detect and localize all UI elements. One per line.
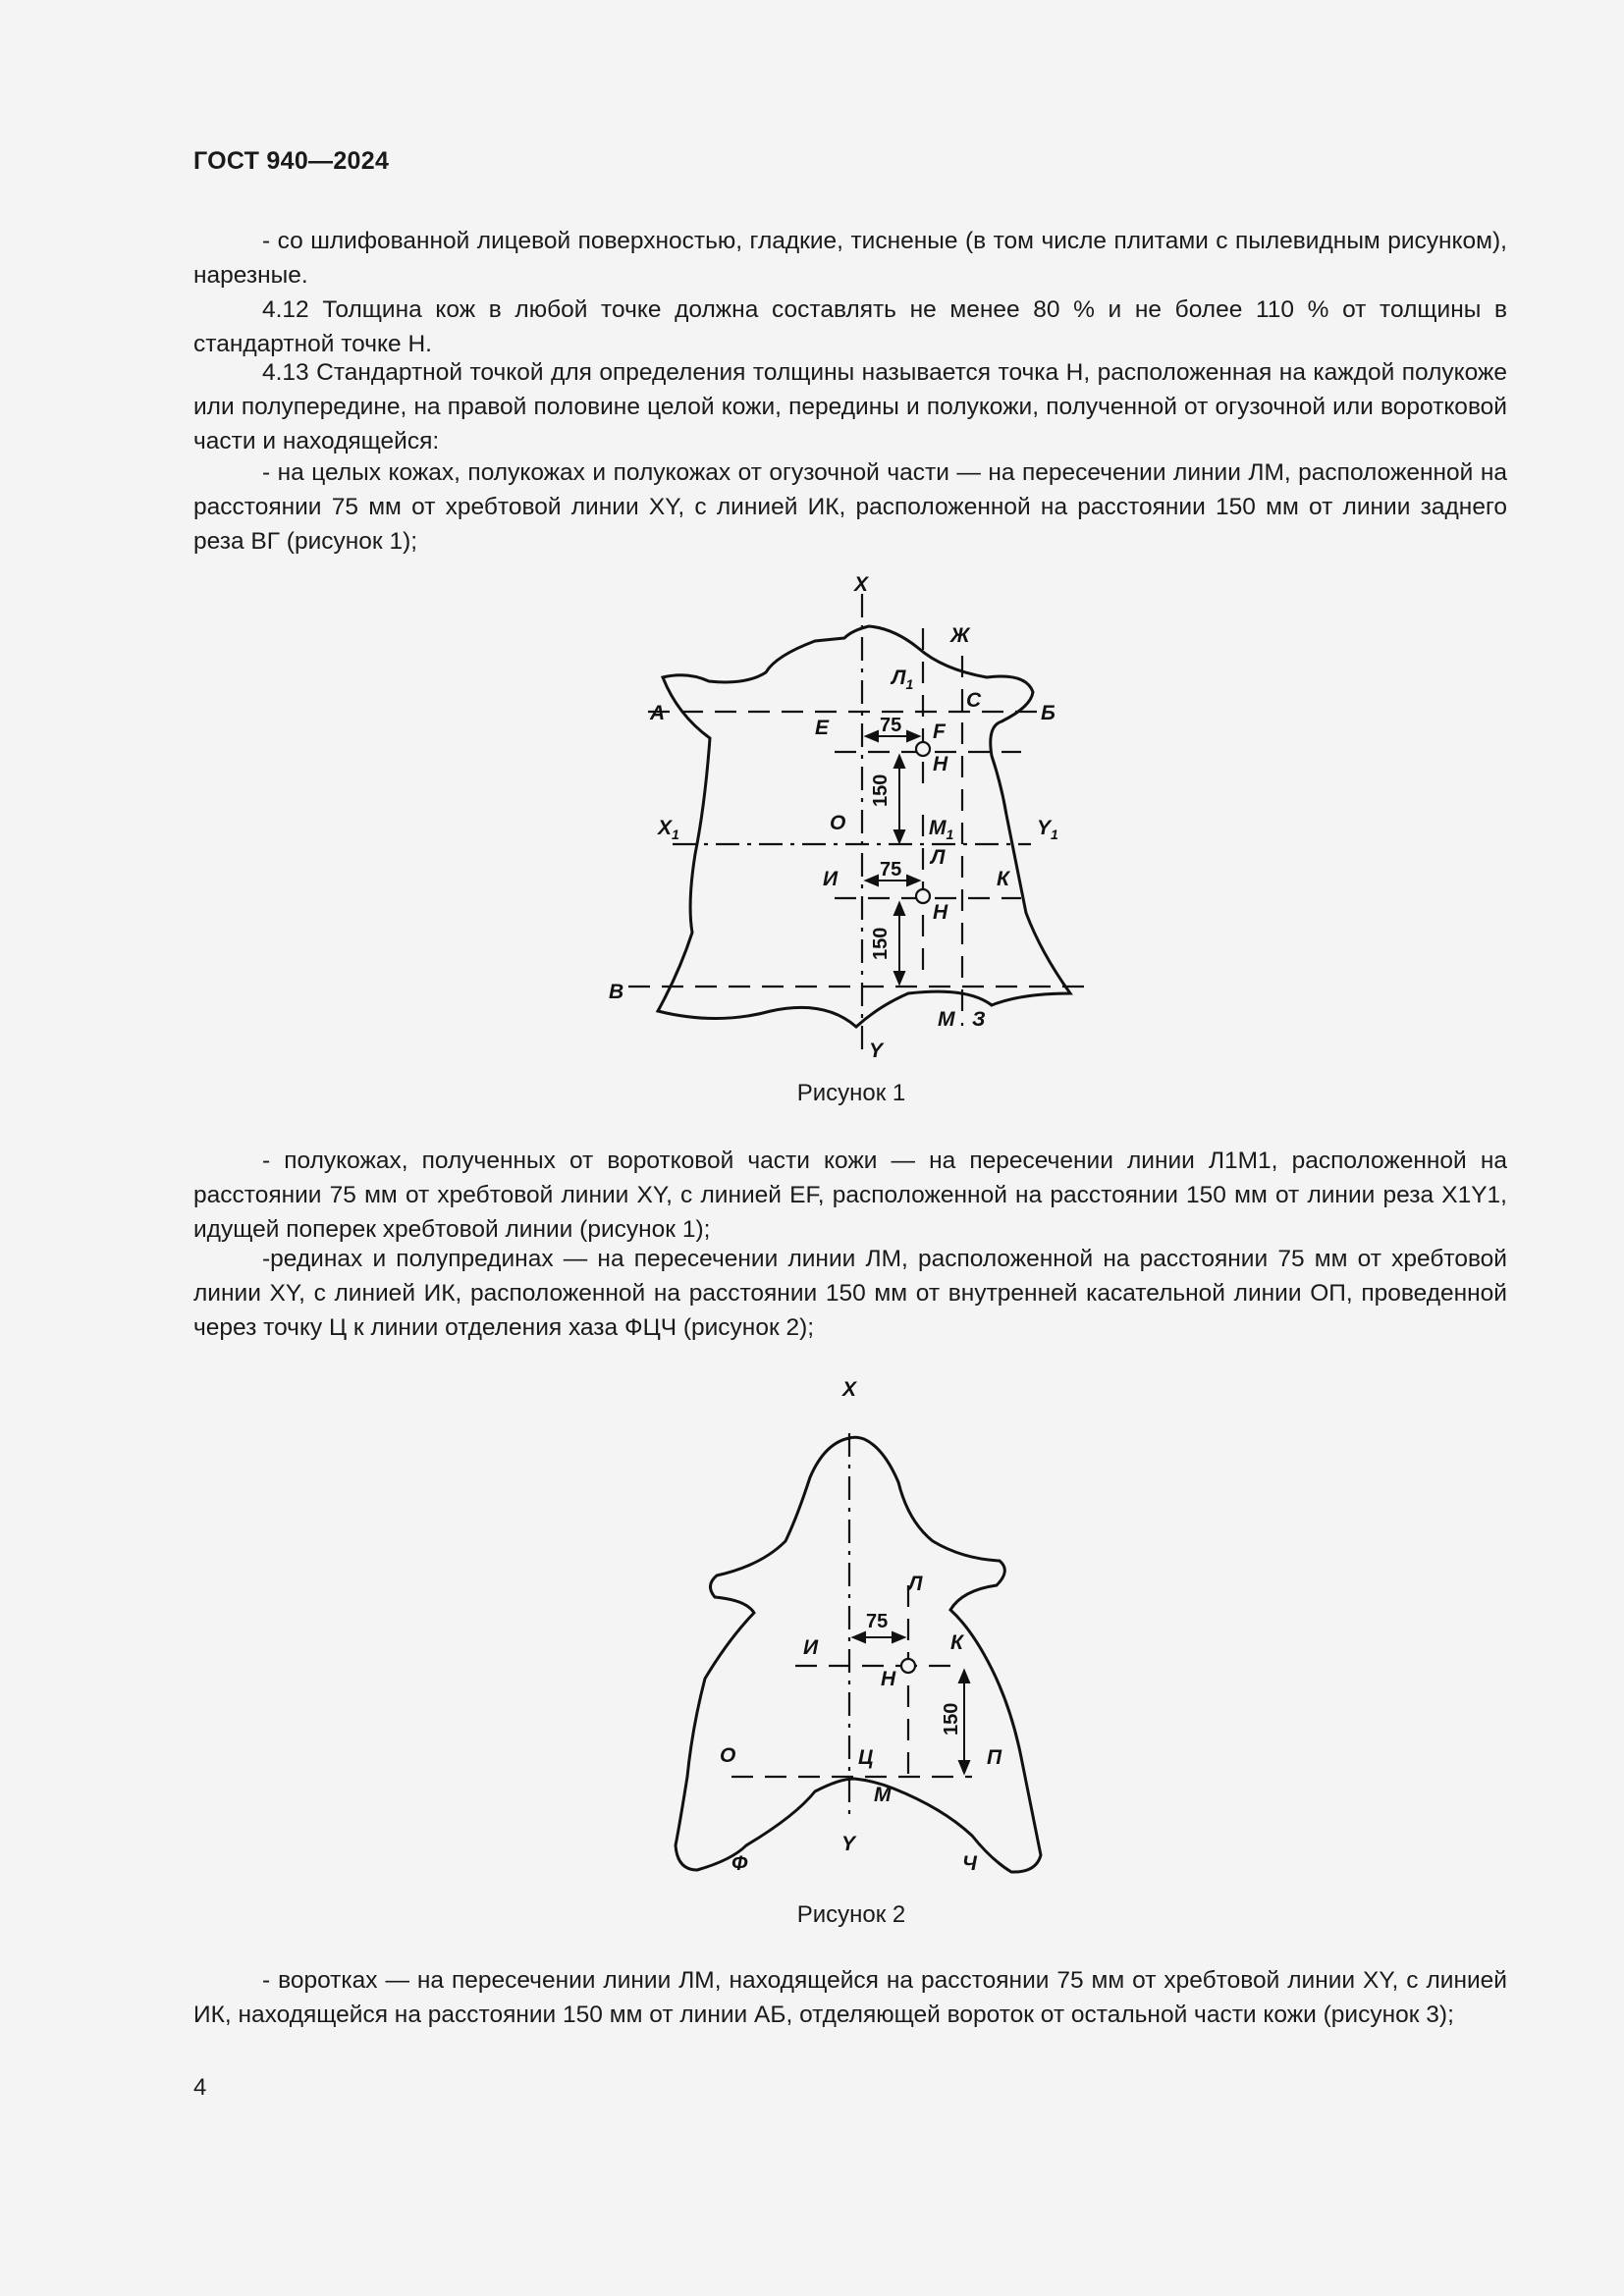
dim-75-lower: 75 bbox=[880, 859, 902, 881]
paragraph-4-13: 4.13 Стандартной точкой для определения толщины называется точка Н, расположенная на каждой полукоже или полупередине, на правой половине целой кожи, передины и полукожи, полученной от огузочной или воротковой части и находящейся: bbox=[193, 359, 1507, 454]
label-x-fig2: X bbox=[842, 1378, 857, 1401]
label-ch-fig2: Ч bbox=[962, 1852, 977, 1875]
label-y: Y bbox=[869, 1040, 884, 1062]
label-f-fig2: Ф bbox=[731, 1852, 748, 1875]
point-h-fig2 bbox=[901, 1659, 915, 1673]
figure-2-caption: Рисунок 2 bbox=[796, 1901, 906, 1928]
figure-1-caption: Рисунок 1 bbox=[796, 1080, 906, 1106]
belly-outline bbox=[676, 1437, 1041, 1872]
label-h-fig2: Н bbox=[881, 1668, 896, 1690]
label-i: И bbox=[823, 868, 839, 890]
paragraph-1: - со шлифованной лицевой поверхностью, гладкие, тисненые (в том числе плитами с пылевидным рисунком), нарезные. bbox=[193, 228, 1507, 289]
label-ts-fig2: Ц bbox=[858, 1746, 874, 1769]
label-y1: $Y_1$ bbox=[1037, 817, 1058, 842]
page-number: 4 bbox=[193, 2074, 207, 2101]
label-a: А bbox=[650, 702, 666, 724]
label-x1: $X_1$ bbox=[658, 817, 679, 842]
paragraph-collars: - воротках — на пересечении линии ЛМ, находящейся на расстоянии 75 мм от хребтовой линии XY, с линией ИК, находящейся на расстоянии 150 мм от линии АБ, отделяющей вороток от остальной части кожи (рисунок 3); bbox=[193, 1967, 1507, 2028]
label-z: З bbox=[972, 1008, 986, 1031]
label-m: М bbox=[938, 1008, 955, 1031]
paragraph-whole-hides: - на целых кожах, полукожах и полукожах от огузочной части — на пересечении линии ЛМ, расположенной на расстоянии 75 мм от хребтовой линии XY, с линией ИК, расположенной на расстоянии 150 мм от линии заднего реза ВГ (рисунок 1); bbox=[193, 459, 1507, 555]
document-header: ГОСТ 940—2024 bbox=[193, 147, 390, 175]
label-b: Б bbox=[1041, 702, 1056, 724]
label-zh: Ж bbox=[950, 624, 970, 647]
label-o-fig2: О bbox=[720, 1744, 736, 1767]
label-p-fig2: П bbox=[987, 1746, 1002, 1769]
label-y-fig2: Y bbox=[841, 1833, 856, 1855]
label-k: К bbox=[997, 868, 1009, 890]
label-l1: $Л_1$ bbox=[892, 667, 914, 692]
label-v: В bbox=[609, 981, 624, 1003]
paragraph-collar-halves: - полукожах, полученных от воротковой части кожи — на пересечении линии Л1М1, расположенной на расстоянии 75 мм от хребтовой линии XY, с линией EF, расположенной на расстоянии 150 мм от линии реза X1Y1, идущей поперек хребтовой линии (рисунок 1); bbox=[193, 1148, 1507, 1243]
dim-150-lower: 150 bbox=[870, 927, 892, 960]
label-o: О bbox=[830, 812, 846, 834]
label-i-fig2: И bbox=[803, 1636, 819, 1659]
label-f: F bbox=[933, 721, 946, 743]
label-h-upper: Н bbox=[933, 753, 948, 775]
dim-150-fig2: 150 bbox=[941, 1702, 962, 1735]
label-m1: $M_1$ bbox=[929, 817, 954, 842]
label-m-fig2: М bbox=[874, 1784, 892, 1806]
label-k-fig2: К bbox=[950, 1631, 963, 1654]
label-x: X bbox=[854, 573, 869, 596]
label-l-fig2: Л bbox=[908, 1573, 923, 1595]
dim-150-upper: 150 bbox=[870, 774, 892, 807]
label-c: С bbox=[966, 689, 982, 712]
label-l: Л bbox=[931, 846, 946, 869]
label-h-lower: Н bbox=[933, 901, 948, 924]
paragraph-bellies: -рединах и полупрединах — на пересечении линии ЛМ, расположенной на расстоянии 75 мм от хребтовой линии XY, с линией ИК, расположенной на расстоянии 150 мм от внутренней касательной линии ОП, проведенной через точку Ц к линии отделения хаза ФЦЧ (рисунок 2); bbox=[193, 1246, 1507, 1341]
label-e: Е bbox=[815, 717, 830, 739]
paragraph-4-12: 4.12 Толщина кож в любой точке должна составлять не менее 80 % и не более 110 % от толщины в стандартной точке Н. bbox=[193, 296, 1507, 357]
dim-75-fig2: 75 bbox=[866, 1611, 889, 1632]
dim-75-upper: 75 bbox=[880, 715, 902, 736]
